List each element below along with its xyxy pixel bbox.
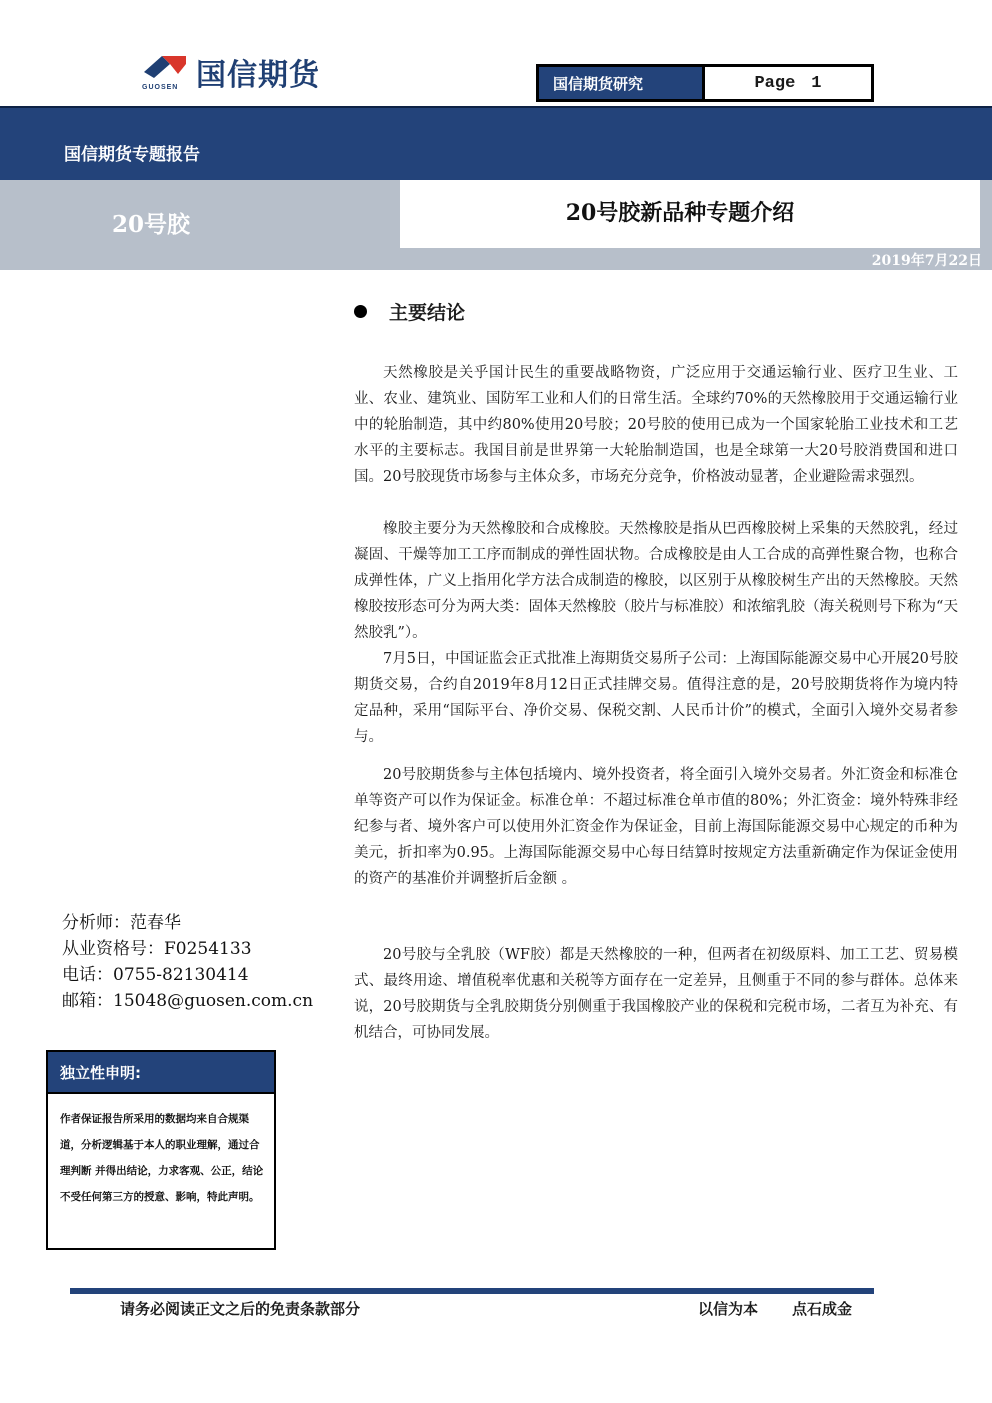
analyst-info xyxy=(62,910,313,1014)
paragraph-4: 20号胶期货参与主体包括境内、境外投资者，将全面引入境外交易者。外汇资金和标准仓单等资产可以作为保证金。标准仓单：不超过标准仓单市值的80%；外汇资金：境外特殊非经纪参与者、境外客户可以使用外汇资金作为保证金，目前上海国际能源交易中心规定的币种为美元，折扣率为0.95。上海国际能源交易中心每日结算时按规定方法重新确定作为保证金使用的资产的基准价并调整折后金额 。 xyxy=(354,767,958,887)
page-number: 1 xyxy=(811,73,822,93)
product-name: 20号胶 xyxy=(112,211,191,238)
footer-motto xyxy=(698,1298,852,1319)
paragraph-1: 天然橡胶是关乎国计民生的重要战略物资，广泛应用于交通运输行业、医疗卫生业、工业、农业、建筑业、国防军工业和人们的日常生活。全球约70%的天然橡胶用于交通运输行业中的轮胎制造，其中约80%使用20号胶；20号胶的使用已成为一个国家轮胎工业技术和工艺水平的主要标志。我国目前是世界第一大轮胎制造国，也是全球第一大20号胶消费国和进口国。20号胶现货市场参与主体众多，市场充分竞争，价格波动显著，企业避险需求强烈。 xyxy=(354,365,958,485)
analyst-phone: 电话：0755-82130414 xyxy=(62,965,249,985)
report-type: 国信期货专题报告 xyxy=(64,145,200,165)
paragraph-2: 橡胶主要分为天然橡胶和合成橡胶。天然橡胶是指从巴西橡胶树上采集的天然胶乳，经过凝固、干燥等加工工序而制成的弹性固状物。合成橡胶是由人工合成的高弹性聚合物，也称合成弹性体，广义上指用化学方法合成制造的橡胶，以区别于从橡胶树生产出的天然橡胶。天然橡胶按形态可分为两大类：固体天然橡胶（胶片与标准胶）和浓缩乳胶（海关税则号下称为“天然胶乳”）。 xyxy=(354,521,958,641)
footer-motto-1: 以信为本 xyxy=(698,1300,759,1318)
page-indicator xyxy=(705,67,871,99)
analyst-email: 邮箱：15048@guosen.com.cn xyxy=(62,991,314,1011)
page-label: Page xyxy=(754,73,796,93)
analyst-name: 分析师：范春华 xyxy=(62,913,181,933)
report-title: 20号胶新品种专题介绍 xyxy=(565,200,795,226)
footer-disclaimer: 请务必阅读正文之后的免责条款部分 xyxy=(120,1300,361,1318)
independence-body: 作者保证报告所采用的数据均来自合规渠道，分析逻辑基于本人的职业理解，通过合理判断 并得出结论，力求客观、公正，结论不受任何第三方的授意、影响，特此声明。 xyxy=(60,1113,264,1203)
logo-subtext: GUOSEN xyxy=(142,84,179,91)
report-type-band xyxy=(0,106,992,180)
footer-motto-2: 点石成金 xyxy=(792,1300,853,1318)
research-label: 国信期货研究 xyxy=(539,67,705,99)
section-title: 主要结论 xyxy=(389,302,466,324)
paragraph-3: 7月5日，中国证监会正式批准上海期货交易所子公司：上海国际能源交易中心开展20号胶期货交易，合约自2019年8月12日正式挂牌交易。值得注意的是，20号胶期货将作为境内特定品种，采用“国际平台、净价交易、保税交割、人民币计价”的模式，全面引入境外交易者参与。 xyxy=(354,651,958,745)
paragraph-5: 20号胶与全乳胶（WF胶）都是天然橡胶的一种，但两者在初级原料、加工工艺、贸易模式、最终用途、增值税率优惠和关税等方面存在一定差异，且侧重于不同的参与群体。总体来说，20号胶期货与全乳胶期货分别侧重于我国橡胶产业的保税和完税市场，二者互为补充、有机结合，可协同发展。 xyxy=(354,947,958,1041)
independence-heading: 独立性申明: xyxy=(48,1052,274,1094)
footer-divider xyxy=(70,1288,874,1294)
band-edge xyxy=(980,180,992,248)
logo-brand-name: 国信期货 xyxy=(196,58,320,93)
analyst-license: 从业资格号：F0254133 xyxy=(62,939,252,959)
section-heading xyxy=(354,298,465,325)
guosen-logo-icon xyxy=(140,50,190,86)
report-date: 2019年7月22日 xyxy=(871,253,982,269)
bullet-icon xyxy=(354,305,367,318)
date-bar xyxy=(0,248,992,270)
header-info-box xyxy=(536,64,874,102)
independence-statement xyxy=(46,1050,276,1250)
company-logo xyxy=(140,48,380,96)
